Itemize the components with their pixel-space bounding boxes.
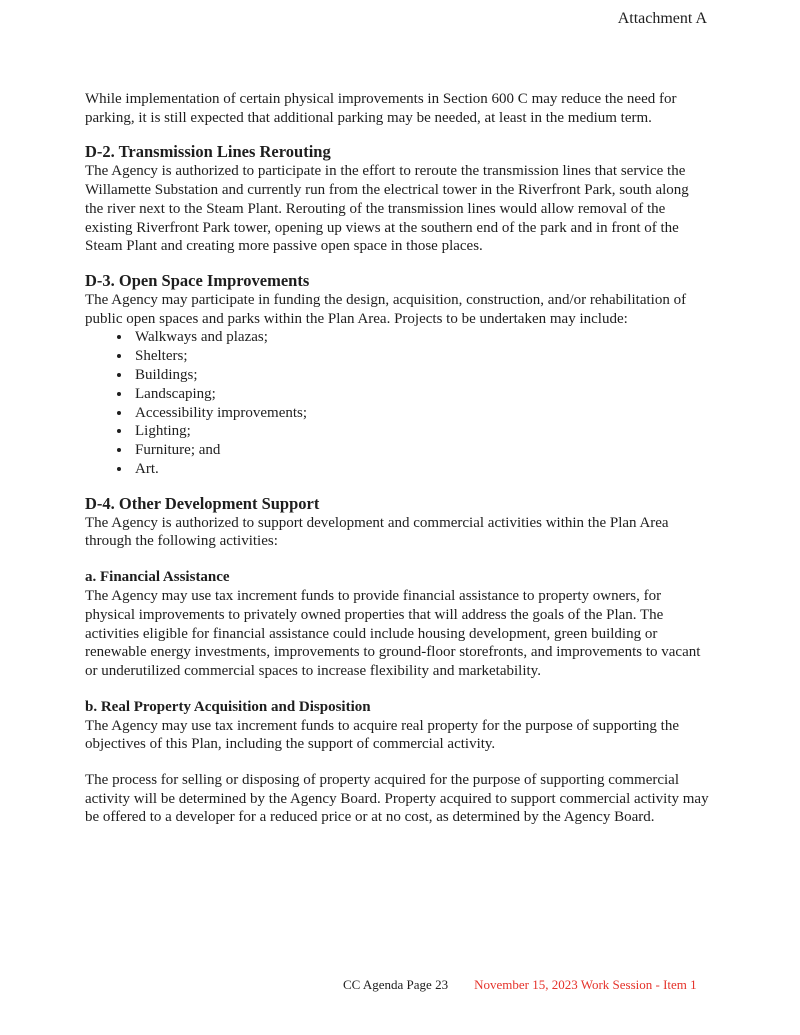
document-body	[85, 90, 709, 827]
bullet-item: • Accessibility improvements;	[132, 404, 709, 423]
bullet-item: • Shelters;	[132, 347, 709, 366]
paragraph: The process for selling or disposing of property acquired for the purpose of supporting commercial activity will be determined by the Agency Board. Property acquired to support commercial activity may be offered to a developer for a reduced price or at no cost, as determined by the Agency Board.	[85, 772, 709, 826]
section-heading: D-3. Open Space Improvements	[85, 270, 310, 290]
bullet-item: • Walkways and plazas;	[132, 328, 709, 347]
paragraph: The Agency is authorized to participate in the effort to reroute the transmission lines that service the Willamette Substation and currently run from the electrical tower in the Riverfront Park, south along the river next to the Steam Plant. Rerouting of the transmission lines would allow removal of the existing Riverfront Park tower, opening up views at the southern end of the park and in front of the Steam Plant and creating more passive open space in those places.	[85, 163, 689, 255]
page-footer	[343, 977, 697, 993]
bullet-item: • Landscaping;	[132, 385, 709, 404]
sub-heading: a. Financial Assistance	[85, 569, 230, 586]
sub-heading: b. Real Property Acquisition and Disposition	[85, 698, 371, 715]
bullet-item: • Art.	[132, 460, 709, 479]
paragraph: The Agency may use tax increment funds to provide financial assistance to property owners, for physical improvements to privately owned properties that will address the goals of the Plan. The activities eligible for financial assistance could include housing development, green building or renewable energy investments, improvements to ground-floor storefronts, and improvements to vacant or underutilized commercial spaces to increase flexibility and marketability.	[85, 588, 701, 679]
paragraph: The Agency is authorized to support development and commercial activities within the Plan Area through the following activities:	[85, 514, 669, 550]
bullet-item: • Lighting;	[132, 422, 709, 441]
bullet-item: • Buildings;	[132, 366, 709, 385]
section-heading: D-4. Other Development Support	[85, 493, 320, 513]
footer-session-label: November 15, 2023 Work Session - Item 1	[474, 977, 697, 992]
paragraph: While implementation of certain physical improvements in Section 600 C may reduce the need for parking, it is still expected that additional parking may be needed, at least in the medium term.	[85, 91, 677, 126]
section-heading: D-2. Transmission Lines Rerouting	[85, 142, 331, 162]
attachment-header: Attachment A	[617, 10, 707, 27]
paragraph: The Agency may use tax increment funds to acquire real property for the purpose of supporting the objectives of this Plan, including the support of commercial activity.	[85, 717, 679, 753]
bullet-list	[85, 328, 709, 478]
footer-page-number: CC Agenda Page 23	[343, 977, 449, 992]
paragraph: The Agency may participate in funding the design, acquisition, construction, and/or rehabilitation of public open spaces and parks within the Plan Area. Projects to be undertaken may include:	[85, 291, 687, 327]
bullet-item: • Furniture; and	[132, 441, 709, 460]
